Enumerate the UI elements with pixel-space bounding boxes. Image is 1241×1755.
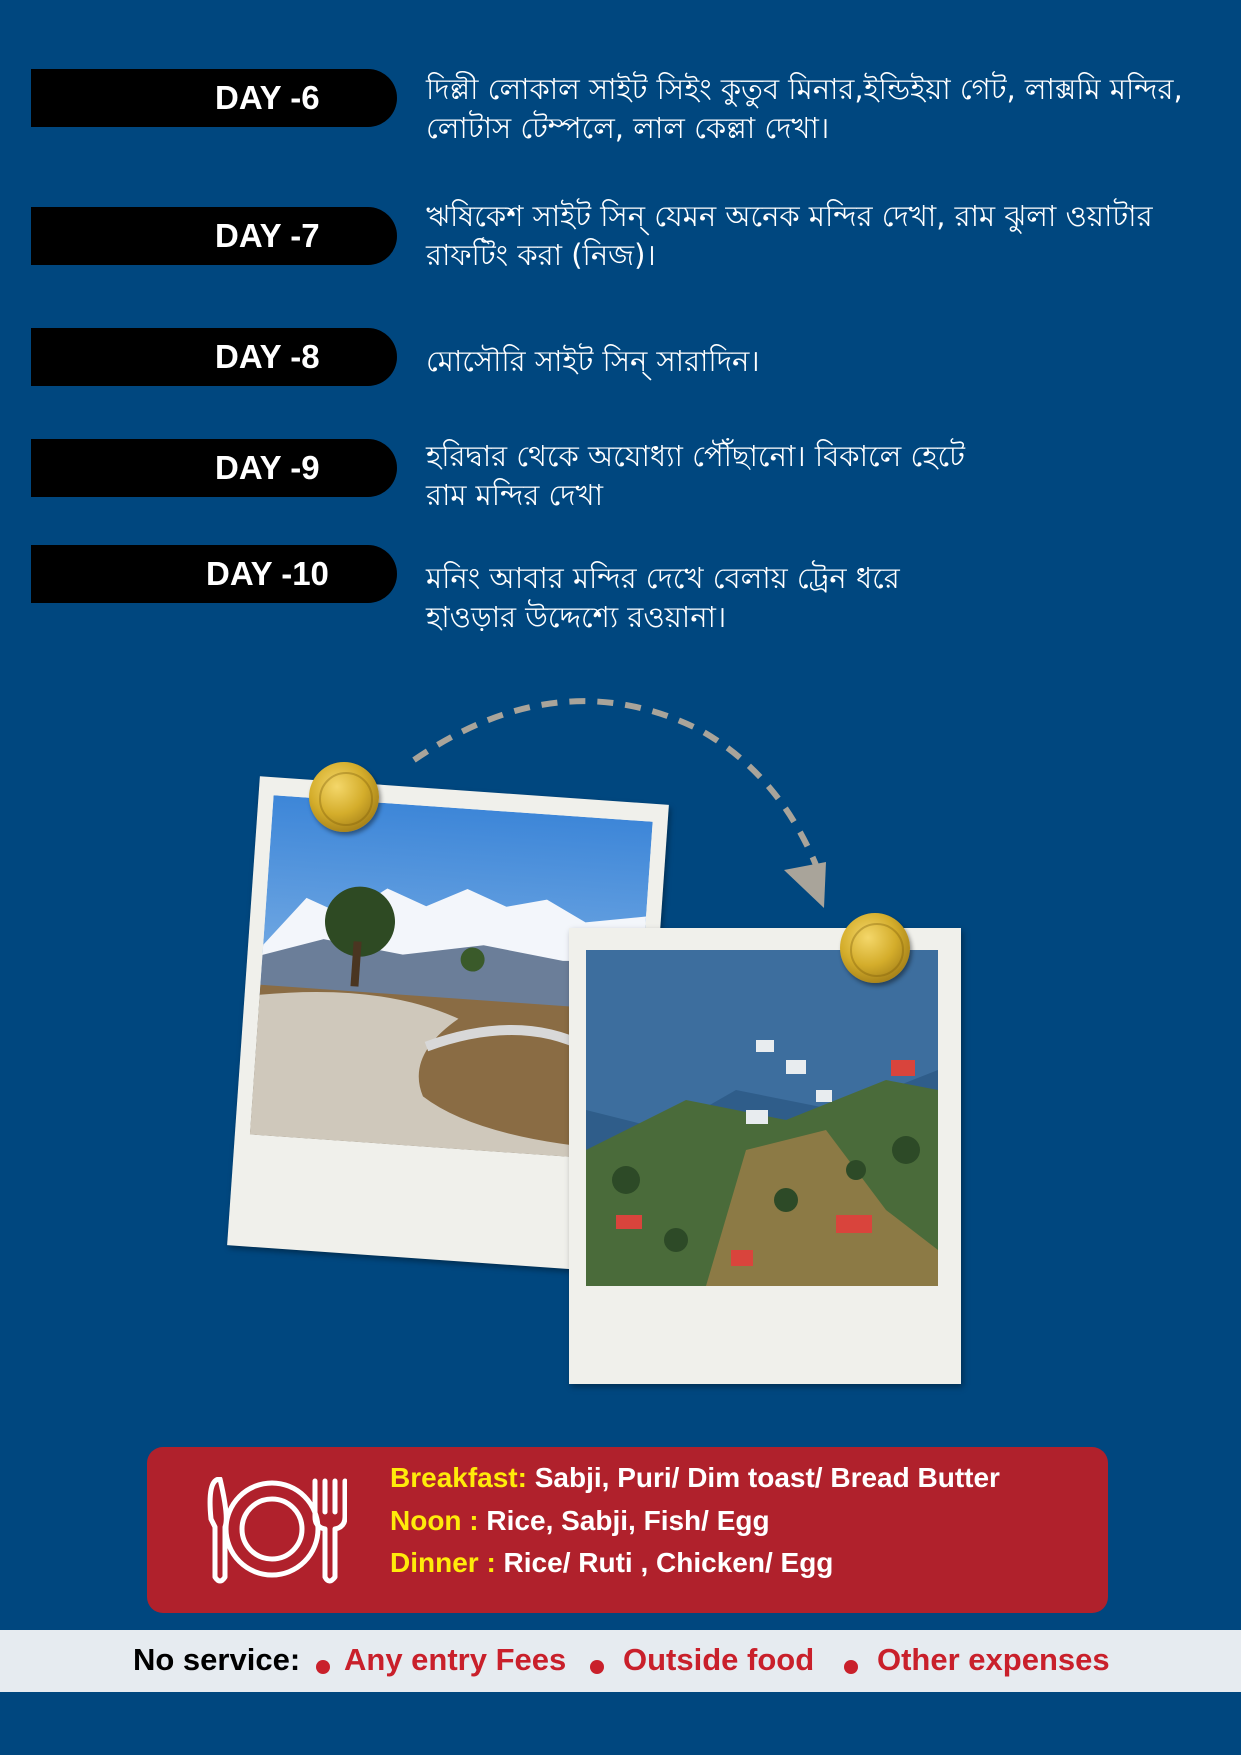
day-description: দিল্লী লোকাল সাইট সিইং কুতুব মিনার,ইন্ডিইয়া গেট, লাক্সমি মন্দির, লোটাস টেম্পলে, লাল কেল্লা দেখা।: [426, 72, 1183, 145]
no-service-label: No service:: [133, 1642, 301, 1677]
meal-breakfast: [390, 1462, 1000, 1494]
bullet-icon: [316, 1660, 330, 1674]
dinner-value: Rice/ Ruti , Chicken/ Egg: [495, 1547, 834, 1578]
no-service-list: [0, 1630, 1241, 1692]
noon-label: Noon :: [390, 1505, 479, 1536]
day-label: DAY -10: [31, 545, 397, 603]
day-label: DAY -8: [31, 328, 397, 386]
day-label: DAY -9: [31, 439, 397, 497]
noon-value: Rice, Sabji, Fish/ Egg: [478, 1505, 770, 1536]
day-description: মনিং আবার মন্দির দেখে বেলায় ট্রেন ধরে হাওড়ার উদ্দেশ্যে রওয়ানা।: [426, 561, 900, 634]
breakfast-value: Sabji, Puri/ Dim toast/ Bread Butter: [526, 1462, 1000, 1493]
day-label: DAY -6: [31, 69, 397, 127]
meal-dinner: [390, 1547, 833, 1579]
breakfast-label: Breakfast:: [390, 1462, 527, 1493]
dinner-label: Dinner :: [390, 1547, 496, 1578]
plate-cutlery-icon: [207, 1477, 347, 1587]
day-description: ঋষিকেশ সাইট সিন্ যেমন অনেক মন্দির দেখা, রাম ঝুলা ওয়াটার রাফটিং করা (নিজ)।: [426, 199, 1153, 272]
day-description: হরিদ্বার থেকে অযোধ্যা পৌঁছানো। বিকালে হেটে রাম মন্দির দেখা: [426, 439, 965, 512]
bullet-icon: [844, 1660, 858, 1674]
no-service-item: Other expenses: [877, 1642, 1110, 1677]
push-pin-icon: [309, 762, 379, 832]
no-service-item: Outside food: [623, 1642, 815, 1677]
day-description: মোসৌরি সাইট সিন্ সারাদিন।: [426, 344, 760, 378]
no-service-item: Any entry Fees: [344, 1642, 567, 1677]
push-pin-icon: [840, 913, 910, 983]
meal-noon: [390, 1505, 770, 1537]
footer-band: [0, 1630, 1241, 1692]
bullet-icon: [590, 1660, 604, 1674]
polaroid-frame: [569, 928, 961, 1384]
day-label: DAY -7: [31, 207, 397, 265]
photo-hill-town: [586, 950, 938, 1286]
meal-plan-box: [147, 1447, 1108, 1613]
